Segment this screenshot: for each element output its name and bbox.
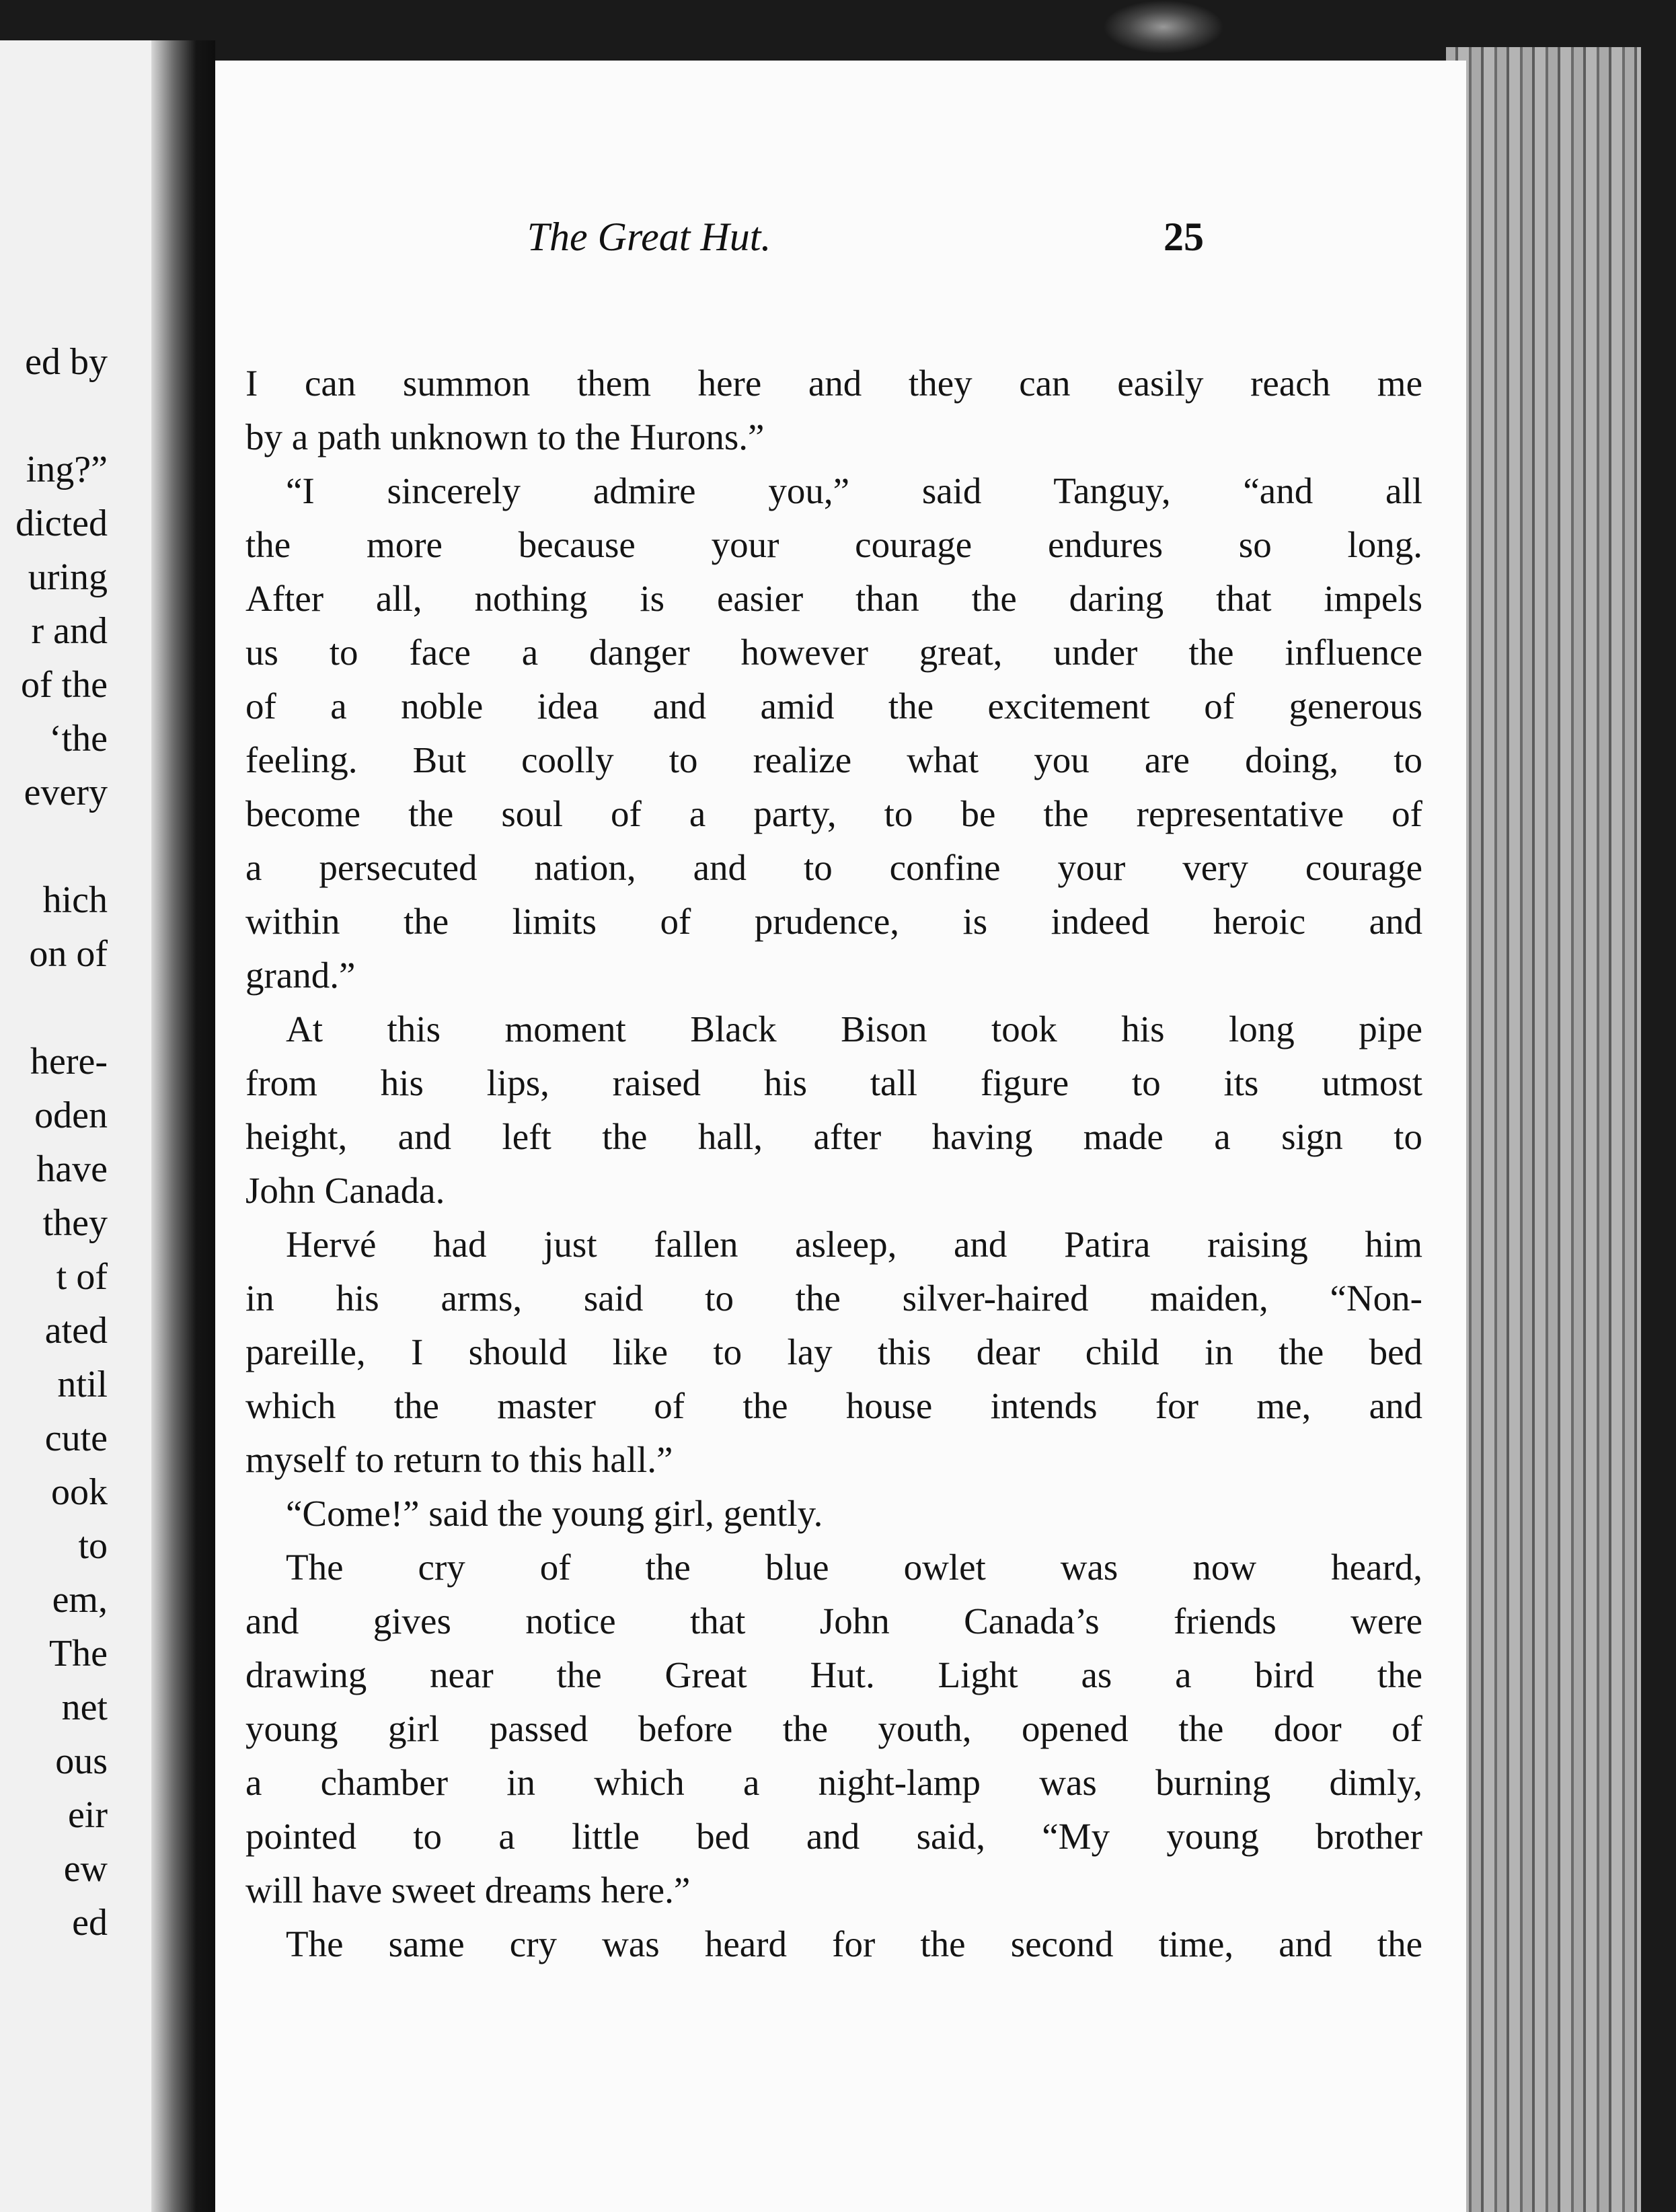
left-page-fragment: em, [52, 1579, 108, 1621]
left-page-fragment: r and [31, 610, 108, 652]
text-line: which the master of the house intends for me, and [245, 1385, 1422, 1426]
text-line: within the limits of prudence, is indeed heroic and [245, 901, 1422, 942]
left-page-fragment: ed by [25, 341, 108, 383]
text-line: pointed to a little bed and said, “My young brother [245, 1816, 1422, 1857]
left-page-fragment: eir [67, 1794, 108, 1836]
text-line: of a noble idea and amid the excitement of generous [245, 686, 1422, 727]
main-page [215, 61, 1466, 2212]
left-page-fragment: net [61, 1687, 108, 1728]
top-edge-damage [1103, 0, 1224, 54]
text-line: John Canada. [245, 1170, 445, 1211]
text-line: “I sincerely admire you,” said Tanguy, “and all [286, 470, 1422, 511]
text-line: a persecuted nation, and to confine your very courage [245, 847, 1422, 888]
text-line: After all, nothing is easier than the daring that impels [245, 578, 1422, 619]
text-line: and gives notice that John Canada’s friends were [245, 1600, 1422, 1642]
left-page-fragment: they [42, 1202, 108, 1244]
text-line: pareille, I should like to lay this dear child in the bed [245, 1331, 1422, 1372]
text-line: myself to return to this hall.” [245, 1439, 673, 1480]
book-gutter-shadow [151, 40, 215, 2212]
left-page-fragment: ‘the [48, 718, 108, 760]
text-line: I can summon them here and they can easily reach me [245, 363, 1422, 404]
text-line: a chamber in which a night-lamp was burning dimly, [245, 1762, 1422, 1803]
text-line: grand.” [245, 955, 356, 996]
left-page-fragment: here- [30, 1041, 108, 1082]
left-page-fragment: ook [51, 1471, 108, 1513]
left-page-fragment: to [78, 1525, 108, 1567]
left-page-fragment: ous [55, 1740, 108, 1782]
text-line: become the soul of a party, to be the representative of [245, 793, 1422, 834]
left-page-fragment: ated [44, 1310, 108, 1352]
left-page-fragment: of the [20, 664, 108, 706]
text-line: At this moment Black Bison took his long pipe [286, 1008, 1422, 1049]
left-page-fragment: The [48, 1633, 108, 1674]
text-line: from his lips, raised his tall figure to its utmost [245, 1062, 1422, 1103]
text-line: “Come!” said the young girl, gently. [286, 1493, 823, 1534]
left-page-fragment: on of [29, 933, 108, 975]
left-page-fragment: ntil [57, 1364, 108, 1405]
text-line: The cry of the blue owlet was now heard, [286, 1547, 1422, 1588]
running-head [215, 214, 1466, 268]
left-page-fragment: ed [72, 1902, 108, 1944]
text-line: height, and left the hall, after having made a sign to [245, 1116, 1422, 1157]
left-page-fragment: ing?” [26, 449, 108, 490]
left-page-fragment: hich [42, 879, 108, 921]
left-page-fragment: dicted [15, 503, 108, 544]
left-page-fragment: every [24, 772, 108, 813]
text-line: us to face a danger however great, under the influence [245, 632, 1422, 673]
left-facing-page [0, 40, 168, 2212]
text-line: drawing near the Great Hut. Light as a bird the [245, 1654, 1422, 1695]
text-line: in his arms, said to the silver-haired maiden, “Non- [245, 1278, 1422, 1319]
text-line: Hervé had just fallen asleep, and Patira raising him [286, 1224, 1422, 1265]
page-edges-shadow [1641, 47, 1676, 2212]
text-line: the more because your courage endures so long. [245, 524, 1422, 565]
text-line: feeling. But coolly to realize what you are doing, to [245, 739, 1422, 780]
left-page-fragment: oden [34, 1095, 108, 1136]
left-page-fragment: cute [44, 1417, 108, 1459]
left-page-fragment: ew [63, 1848, 108, 1890]
text-line: young girl passed before the youth, opened the door of [245, 1708, 1422, 1749]
text-line: The same cry was heard for the second time, and the [286, 1923, 1422, 1964]
running-title: The Great Hut. [527, 215, 771, 259]
left-page-fragment: have [36, 1148, 108, 1190]
left-page-fragment: uring [28, 556, 108, 598]
page-number: 25 [1164, 215, 1204, 259]
text-line: by a path unknown to the Hurons.” [245, 416, 765, 457]
left-page-fragment: t of [56, 1256, 108, 1298]
text-line: will have sweet dreams here.” [245, 1870, 691, 1911]
